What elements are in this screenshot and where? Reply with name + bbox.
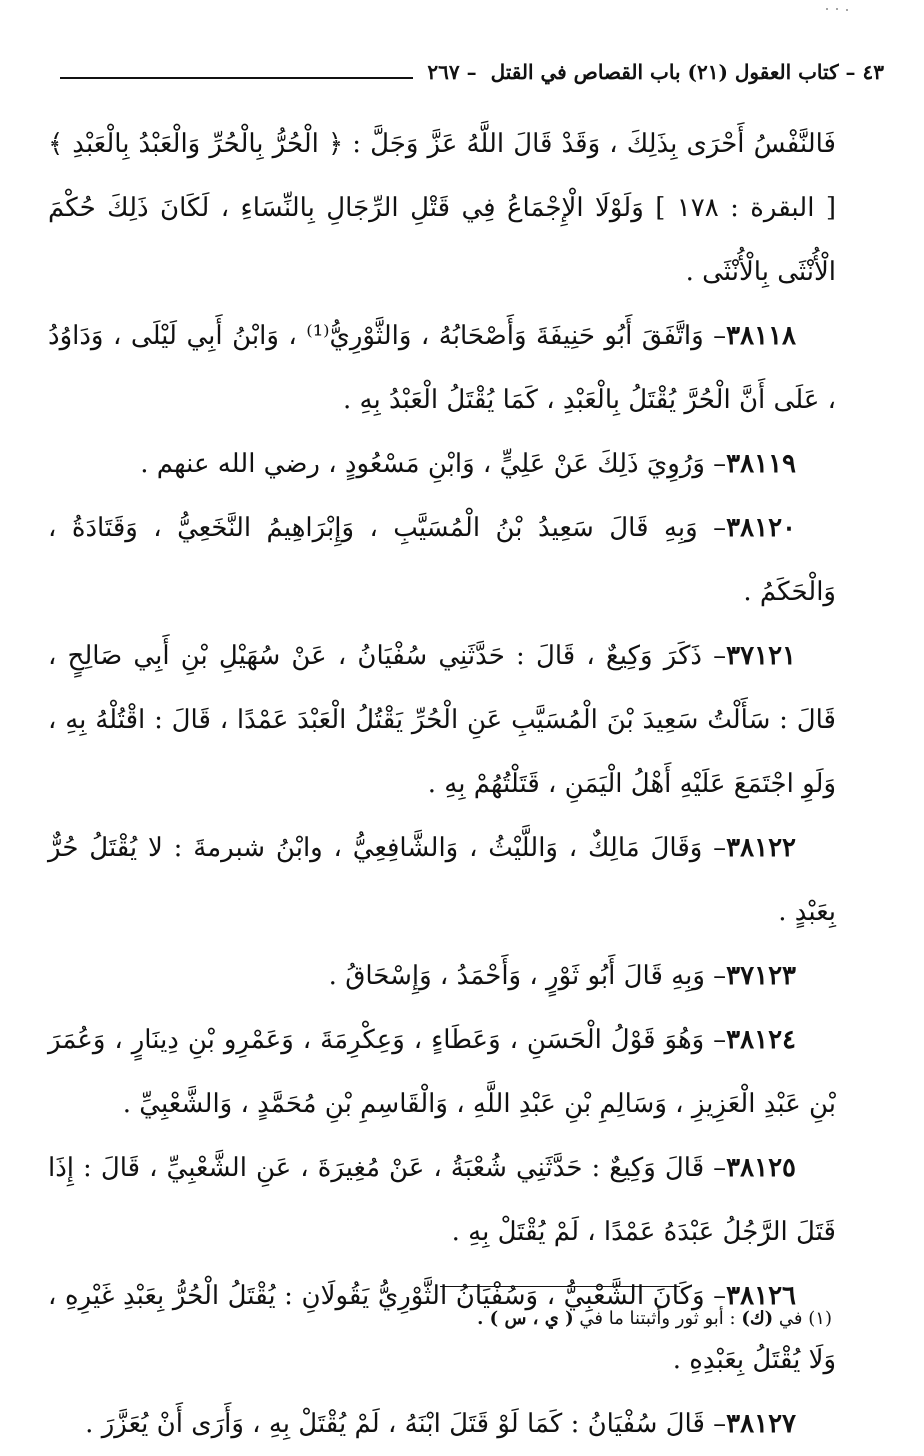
- paragraph-text: – وَقَالَ مَالِكٌ ، وَاللَّيْثُ ، وَالشَّافِعِيُّ ، وابْنُ شبرمةَ : لا يُقْتَلُ حُرٌّ بِعَبْدٍ .: [48, 833, 836, 927]
- paragraph: [48, 112, 836, 304]
- paragraph-number: ٣٨١٢٤: [726, 1025, 796, 1055]
- paragraph-text: – قَالَ وَكِيعٌ : حَدَّثَنِي شُعْبَةُ ، عَنْ مُغِيرَةَ ، عَنِ الشَّعْبِيِّ ، قَالَ : إِذَا قَتَلَ الرَّجُلُ عَبْدَهُ عَمْدًا ، لَمْ يُقْتَلْ بِهِ .: [48, 1153, 836, 1247]
- footnote-prefix: في: [778, 1308, 803, 1329]
- footnote-marker: (١): [808, 1308, 832, 1329]
- paragraph: [48, 1392, 836, 1456]
- footnote: [60, 1305, 832, 1333]
- paragraph-text: – وَاتَّفَقَ أَبُو حَنِيفَةَ وَأَصْحَابُهُ ، وَالثَّوْرِيُّ⁽¹⁾ ، وَابْنُ أَبِي لَيْلَى ، وَدَاوُدُ ، عَلَى أَنَّ الْحُرَّ يُقْتَلُ بِالْعَبْدِ ، كَمَا يُقْتَلُ الْعَبْدُ بِهِ .: [48, 321, 836, 415]
- footnote-rule: [440, 1286, 680, 1287]
- paragraph-text: – وَبِهِ قَالَ أَبُو ثَوْرٍ ، وَأَحْمَدُ ، وَإِسْحَاقُ .: [328, 961, 727, 991]
- paragraph: [48, 816, 836, 944]
- paragraph-number: ٣٨١٢٦: [726, 1281, 796, 1311]
- paragraph-text: فَالنَّفْسُ أَحْرَى بِذَلِكَ ، وَقَدْ قَالَ اللَّهُ عَزَّ وَجَلَّ : ﴿ الْحُرُّ بِالْحُرِّ وَالْعَبْدُ بِالْعَبْدِ ﴾ [ البقرة : ١٧٨ ] وَلَوْلَا الْإِجْمَاعُ فِي قَتْلِ الرِّجَالِ بِالنِّسَاءِ ، لَكَانَ ذَلِكَ حُكْمَ الْأُنْثَى بِالْأُنْثَى .: [48, 129, 836, 287]
- scan-specks: [824, 6, 854, 12]
- paragraph-number: ٣٧١٢٣: [726, 961, 796, 991]
- paragraph-number: ٣٨١٢٥: [726, 1153, 796, 1183]
- paragraph-text: – وَهُوَ قَوْلُ الْحَسَنِ ، وَعَطَاءٍ ، وَعِكْرِمَةَ ، وَعَمْرِو بْنِ دِينَارٍ ، وَعُمَرَ بْنِ عَبْدِ الْعَزِيزِ ، وَسَالِمِ بْنِ عَبْدِ اللَّهِ ، وَالْقَاسِمِ بْنِ مُحَمَّدٍ ، وَالشَّعْبِيِّ .: [48, 1025, 836, 1119]
- paragraph: [48, 496, 836, 624]
- paragraph-number: ٣٨١٢٧: [726, 1409, 796, 1439]
- paragraph-number: ٣٨١٢٢: [726, 833, 796, 863]
- paragraph: [48, 1008, 836, 1136]
- paragraph: [48, 1136, 836, 1264]
- header-rule: [60, 77, 413, 79]
- paragraph-text: – قَالَ سُفْيَانُ : كَمَا لَوْ قَتَلَ ابْنَهُ ، لَمْ يُقْتَلْ بِهِ ، وَأَرَى أَنْ يُعَزَّرَ .: [85, 1409, 727, 1439]
- paragraph-number: ٣٨١١٩: [726, 449, 796, 479]
- paragraph-number: ٣٨١١٨: [726, 321, 796, 351]
- paragraph-text: – وَبِهِ قَالَ سَعِيدُ بْنُ الْمُسَيَّبِ ، وَإِبْرَاهِيمُ النَّخَعِيُّ ، وَقَتَادَةُ ، وَالْحَكَمُ .: [48, 513, 836, 607]
- page-number: – ٢٦٧: [427, 60, 477, 84]
- paragraph-text: – وَكَانَ الشَّعْبِيُّ ، وَسُفْيَانُ الثَّوْرِيُّ يَقُولَانِ : يُقْتَلُ الْحُرُّ بِعَبْدِ غَيْرِهِ ، وَلَا يُقْتَلُ بِعَبْدِهِ .: [48, 1281, 836, 1375]
- paragraph: [48, 944, 836, 1008]
- paragraph-number: ٣٨١٢٠: [726, 513, 796, 543]
- paragraph: [48, 432, 836, 496]
- paragraph-number: ٣٧١٢١: [726, 641, 796, 671]
- main-text: [48, 112, 836, 1456]
- paragraph-text: – وَرُوِيَ ذَلِكَ عَنْ عَلِيٍّ ، وَابْنِ مَسْعُودٍ ، رضي الله عنهم .: [140, 449, 727, 479]
- paragraph: [48, 624, 836, 816]
- running-title: ٤٣ – كتاب العقول (٢١) باب القصاص في القتل: [490, 60, 884, 84]
- running-header: [60, 52, 884, 92]
- footnote-source-code: (ك): [741, 1308, 774, 1329]
- paragraph: [48, 304, 836, 432]
- footnote-sources: ( ي ، س ) .: [477, 1308, 574, 1329]
- footnote-body: : أبو ثور وأثبتنا ما في: [579, 1308, 736, 1329]
- paragraph-text: – ذَكَرَ وَكِيعٌ ، قَالَ : حَدَّثَنِي سُفْيَانُ ، عَنْ سُهَيْلِ بْنِ أَبِي صَالِحٍ ، قَالَ : سَأَلْتُ سَعِيدَ بْنَ الْمُسَيَّبِ عَنِ الْحُرِّ يَقْتُلُ الْعَبْدَ عَمْدًا ، قَالَ : اقْتُلْهُ بِهِ ، وَلَوِ اجْتَمَعَ عَلَيْهِ أَهْلُ الْيَمَنِ ، قَتَلْتُهُمْ بِهِ .: [48, 641, 836, 799]
